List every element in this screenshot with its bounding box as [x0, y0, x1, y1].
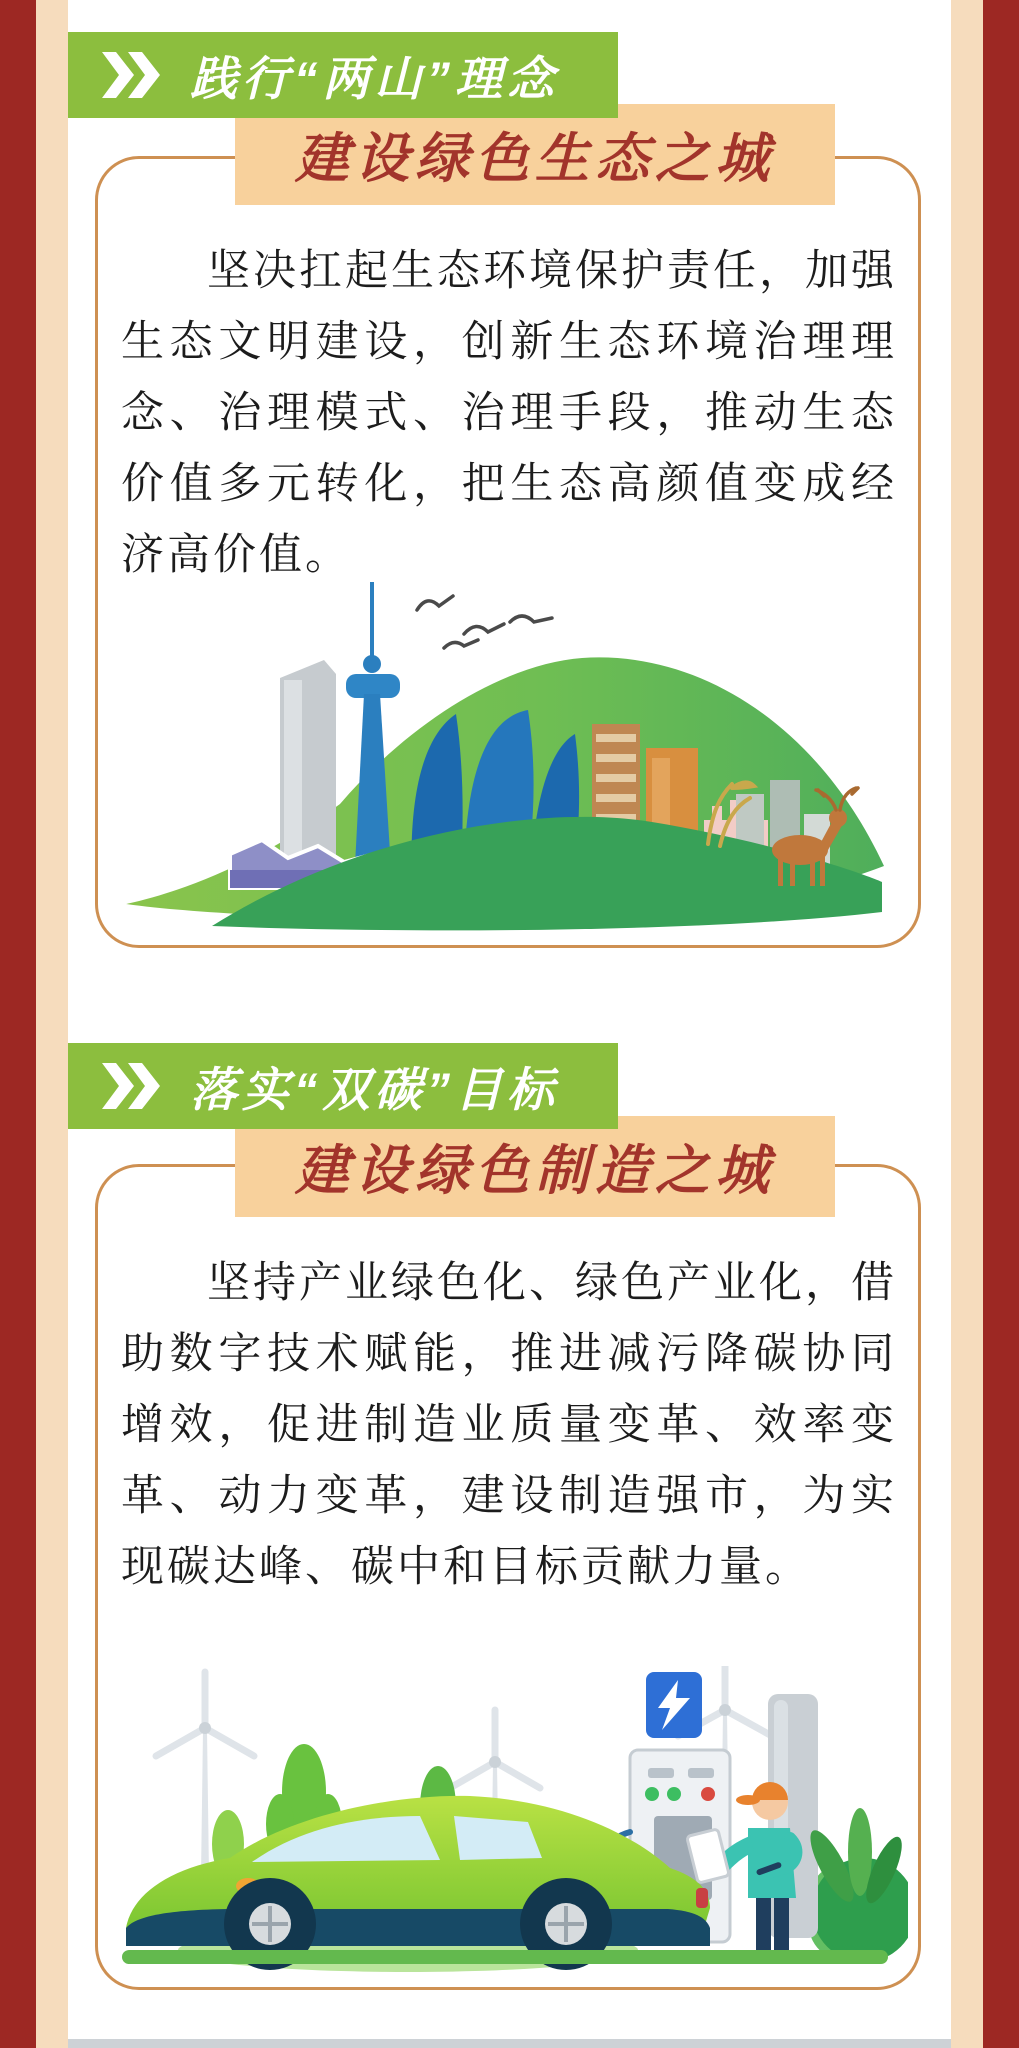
- double-chevron-right-icon: [102, 52, 164, 98]
- cranes-icon: [417, 596, 552, 648]
- ground-strip: [122, 1950, 888, 1964]
- bottom-edge-strip: [68, 2039, 951, 2048]
- section1-subtitle-band: [235, 104, 835, 205]
- section1-subtitle: 建设绿色生态之城: [295, 129, 775, 189]
- frame-stripe-maroon-right: [983, 0, 1019, 2048]
- frame-stripe-maroon-left: [0, 0, 36, 2048]
- section1-banner-label: 践行“两山”理念: [190, 51, 559, 105]
- section2-subtitle-band: [235, 1116, 835, 1217]
- section2-banner-label: 落实“双碳”目标: [190, 1062, 559, 1116]
- frame-stripe-peach-left: [36, 0, 68, 2048]
- section1-banner: [68, 32, 618, 118]
- ev-charging-illustration: [108, 1666, 908, 1974]
- section2-paragraph: 坚持产业绿色化、绿色产业化，借助数字技术赋能，推进减污降碳协同增效，促进制造业质量变革、效率变革、动力变革，建设制造强市，为实现碳达峰、碳中和目标贡献力量。: [121, 1259, 897, 1591]
- section2-banner: [68, 1043, 618, 1129]
- leaf-city-illustration: [112, 582, 902, 942]
- electric-car: [126, 1796, 710, 1970]
- section2-subtitle: 建设绿色制造之城: [295, 1141, 775, 1201]
- frame-stripe-peach-right: [951, 0, 983, 2048]
- section1-paragraph: 坚决扛起生态环境保护责任，加强生态文明建设，创新生态环境治理理念、治理模式、治理手段，推动生态价值多元转化，把生态高颜值变成经济高价值。: [121, 247, 897, 579]
- double-chevron-right-icon: [102, 1063, 164, 1109]
